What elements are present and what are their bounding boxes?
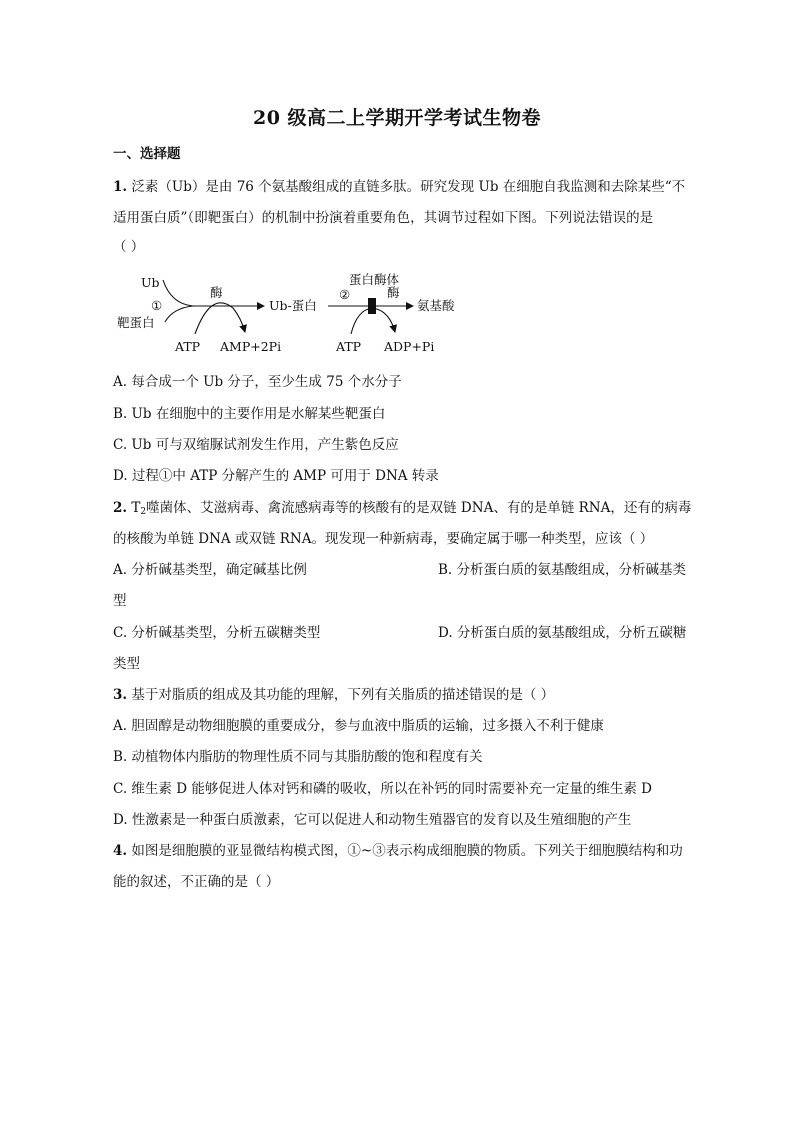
q1-option-c: C. Ub 可与双缩脲试剂发生作用，产生紫色反应 bbox=[113, 437, 399, 453]
q2-option-d-continued: 类型 bbox=[113, 656, 140, 672]
question-text: 噬菌体、艾滋病毒、禽流感病毒等的核酸有的是双链 DNA、有的是单链 RNA，还有的病毒 bbox=[146, 500, 692, 516]
question-3-stem bbox=[113, 686, 554, 704]
question-2-line-2: 的核酸为单链 DNA 或双链 RNA。现发现一种新病毒，要确定属于哪一种类型，应该（ ） bbox=[113, 531, 654, 547]
question-text: 泛素（Ub）是由 76 个氨基酸组成的直链多肽。研究发现 Ub 在细胞自我监测和去除某些“不 bbox=[131, 179, 686, 195]
q3-option-a: A. 胆固醇是动物细胞膜的重要成分，参与血液中脂质的运输，过多摄入不利于健康 bbox=[113, 718, 604, 734]
enzyme-1-label: 酶 bbox=[210, 285, 223, 300]
step-1-marker: ① bbox=[151, 298, 163, 313]
q3-option-c: C. 维生素 D 能够促进人体对钙和磷的吸收，所以在补钙的同时需要补充一定量的维生素 D bbox=[113, 781, 652, 797]
q1-option-b: B. Ub 在细胞中的主要作用是水解某些靶蛋白 bbox=[113, 406, 386, 422]
question-text: 如图是细胞膜的亚显微结构模式图，①~③表示构成细胞膜的物质。下列关于细胞膜结构和功 bbox=[131, 843, 683, 859]
step-2-marker: ② bbox=[339, 287, 351, 302]
amp-product-label: AMP+2Pi bbox=[220, 339, 282, 354]
question-1-line-1 bbox=[113, 178, 685, 196]
question-number: 3. bbox=[113, 687, 128, 703]
atp-2-label: ATP bbox=[336, 339, 362, 354]
q1-option-d: D. 过程①中 ATP 分解产生的 AMP 可用于 DNA 转录 bbox=[113, 468, 439, 484]
adp-product-label: ADP+Pi bbox=[384, 339, 435, 354]
page-title: 20 级高二上学期开学考试生物卷 bbox=[252, 107, 542, 129]
atp-1-curve bbox=[195, 303, 245, 334]
q2-option-b: B. 分析蛋白质的氨基酸组成，分析碱基类 bbox=[438, 562, 687, 578]
question-4-line-2: 能的叙述，不正确的是（ ） bbox=[113, 874, 280, 890]
q2-option-c: C. 分析碱基类型，分析五碳糖类型 bbox=[113, 625, 321, 641]
target-input-curve bbox=[165, 306, 193, 322]
question-number: 2. bbox=[113, 500, 128, 516]
q3-option-b: B. 动植物体内脂肪的物理性质不同与其脂肪酸的饱和程度有关 bbox=[113, 749, 483, 765]
question-1-line-2: 适用蛋白质”（即靶蛋白）的机制中扮演着重要角色，其调节过程如下图。下列说法错误的是 bbox=[113, 210, 654, 226]
section-heading: 一、选择题 bbox=[113, 146, 181, 162]
ub-input-curve bbox=[163, 280, 193, 306]
phage-name: $T_2$ bbox=[131, 500, 147, 517]
target-protein-label: 靶蛋白 bbox=[117, 315, 155, 330]
question-number: 4. bbox=[113, 843, 128, 859]
q2-option-d: D. 分析蛋白质的氨基酸组成，分析五碳糖 bbox=[438, 625, 687, 641]
amino-acid-label: 氨基酸 bbox=[417, 298, 455, 313]
question-1-line-3: （ ） bbox=[113, 239, 145, 255]
q3-option-d: D. 性激素是一种蛋白质激素，它可以促进人和动物生殖器官的发育以及生殖细胞的产生 bbox=[113, 812, 632, 828]
q2-option-a: A. 分析碱基类型，确定碱基比例 bbox=[113, 562, 307, 578]
question-2-line-1 bbox=[113, 499, 691, 517]
ub-protein-label: Ub-蛋白 bbox=[269, 298, 317, 313]
ub-label: Ub bbox=[141, 275, 160, 290]
question-4-line-1 bbox=[113, 842, 683, 860]
ubiquitin-process-diagram bbox=[113, 266, 473, 360]
enzyme-2-label: 酶 bbox=[387, 285, 400, 300]
question-number: 1. bbox=[113, 179, 128, 195]
proteasome-label: 蛋白酶体 bbox=[349, 272, 400, 287]
question-text: 基于对脂质的组成及其功能的理解，下列有关脂质的描述错误的是（ ） bbox=[131, 687, 555, 703]
q1-option-a: A. 每合成一个 Ub 分子，至少生成 75 个水分子 bbox=[113, 374, 402, 390]
proteasome-block bbox=[368, 298, 376, 314]
atp-1-label: ATP bbox=[175, 339, 201, 354]
q2-option-b-continued: 型 bbox=[113, 593, 127, 609]
